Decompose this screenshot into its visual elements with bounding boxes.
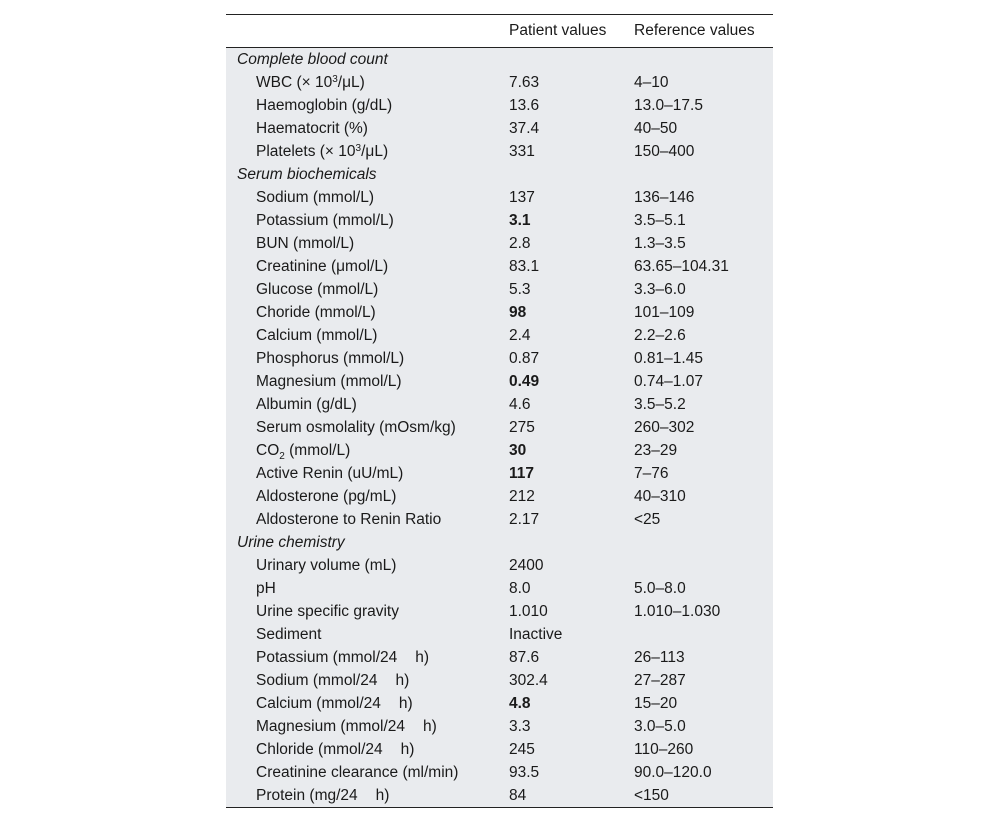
reference-value: <25 bbox=[634, 510, 661, 528]
label-text: h) bbox=[375, 786, 390, 804]
section-title: Urine chemistry bbox=[237, 533, 345, 551]
reference-value: 4–10 bbox=[634, 73, 669, 91]
label-superscript: 3 bbox=[355, 142, 362, 154]
label-text: /μL) bbox=[337, 73, 365, 91]
parameter-label: Sediment bbox=[256, 625, 322, 643]
patient-value: 8.0 bbox=[509, 579, 531, 597]
table-row bbox=[226, 715, 773, 738]
reference-value: 150–400 bbox=[634, 142, 695, 160]
parameter-label: Magnesium (mmol/L) bbox=[256, 372, 402, 390]
table-row bbox=[226, 232, 773, 255]
reference-value: 13.0–17.5 bbox=[634, 96, 703, 114]
label-text: Sodium (mmol/24 bbox=[256, 671, 378, 689]
reference-value: 26–113 bbox=[634, 648, 685, 666]
reference-value: 3.0–5.0 bbox=[634, 717, 686, 735]
patient-value: 275 bbox=[509, 418, 535, 436]
reference-value: 2.2–2.6 bbox=[634, 326, 686, 344]
reference-value: 63.65–104.31 bbox=[634, 257, 729, 275]
label-text: WBC (× 10 bbox=[256, 73, 333, 91]
patient-value: 302.4 bbox=[509, 671, 548, 689]
patient-value: 93.5 bbox=[509, 763, 540, 781]
parameter-label: Choride (mmol/L) bbox=[256, 303, 376, 321]
table-row bbox=[226, 71, 773, 94]
parameter-label: pH bbox=[256, 579, 276, 597]
patient-value: 117 bbox=[509, 464, 535, 482]
table-row bbox=[226, 554, 773, 577]
parameter-label: Phosphorus (mmol/L) bbox=[256, 349, 405, 367]
patient-value: 3.1 bbox=[509, 211, 531, 229]
reference-value: 0.81–1.45 bbox=[634, 349, 703, 367]
table-row bbox=[226, 347, 773, 370]
table-row bbox=[226, 669, 773, 692]
parameter-label: Urine specific gravity bbox=[256, 602, 399, 620]
label-text: (mmol/L) bbox=[284, 441, 351, 459]
parameter-label: Albumin (g/dL) bbox=[256, 395, 357, 413]
table-row bbox=[226, 784, 773, 807]
table-row bbox=[226, 462, 773, 485]
parameter-label bbox=[226, 143, 509, 161]
table-row bbox=[226, 577, 773, 600]
table-row bbox=[226, 370, 773, 393]
parameter-label: Creatinine (μmol/L) bbox=[256, 257, 389, 275]
label-superscript: 3 bbox=[332, 73, 338, 85]
parameter-label: Creatinine clearance (ml/min) bbox=[256, 763, 459, 781]
label-subscript: 2 bbox=[279, 450, 285, 462]
reference-value: 27–287 bbox=[634, 671, 686, 689]
table-row bbox=[226, 508, 773, 531]
parameter-label bbox=[226, 442, 509, 460]
patient-value: 212 bbox=[509, 487, 535, 505]
reference-value: 90.0–120.0 bbox=[634, 763, 712, 781]
header-reference-values: Reference values bbox=[634, 22, 755, 39]
parameter-label bbox=[226, 718, 509, 736]
section-header-row bbox=[226, 48, 773, 71]
label-text: h) bbox=[398, 694, 413, 712]
table-row bbox=[226, 738, 773, 761]
table-row bbox=[226, 485, 773, 508]
table-row bbox=[226, 301, 773, 324]
label-text: Chloride (mmol/24 bbox=[256, 740, 383, 758]
reference-value: 7–76 bbox=[634, 464, 669, 482]
parameter-label bbox=[226, 741, 509, 759]
reference-value: 3.5–5.2 bbox=[634, 395, 686, 413]
parameter-label: Active Renin (uU/mL) bbox=[256, 464, 404, 482]
reference-value: 1.3–3.5 bbox=[634, 234, 686, 252]
parameter-label: Serum osmolality (mOsm/kg) bbox=[256, 418, 456, 436]
patient-value: 83.1 bbox=[509, 257, 540, 275]
patient-value: 1.010 bbox=[509, 602, 548, 620]
patient-value: 0.49 bbox=[509, 372, 540, 390]
table-row bbox=[226, 186, 773, 209]
table-row bbox=[226, 255, 773, 278]
parameter-label: Sodium (mmol/L) bbox=[256, 188, 374, 206]
table-row bbox=[226, 761, 773, 784]
patient-value: 7.63 bbox=[509, 73, 540, 91]
table-row bbox=[226, 416, 773, 439]
table-row bbox=[226, 324, 773, 347]
patient-value: 5.3 bbox=[509, 280, 531, 298]
patient-value: 13.6 bbox=[509, 96, 540, 114]
parameter-label: Potassium (mmol/L) bbox=[256, 211, 394, 229]
patient-value: 98 bbox=[509, 303, 527, 321]
label-text: h) bbox=[400, 740, 415, 758]
parameter-label bbox=[226, 672, 509, 690]
patient-value: 2.4 bbox=[509, 326, 531, 344]
label-text: Calcium (mmol/24 bbox=[256, 694, 381, 712]
table-body bbox=[226, 48, 773, 807]
reference-value: 1.010–1.030 bbox=[634, 602, 721, 620]
patient-value: 2400 bbox=[509, 556, 544, 574]
label-text: Potassium (mmol/24 bbox=[256, 648, 398, 666]
reference-value: 3.3–6.0 bbox=[634, 280, 686, 298]
table-row bbox=[226, 646, 773, 669]
table-row bbox=[226, 623, 773, 646]
patient-value: 30 bbox=[509, 441, 527, 459]
label-text: h) bbox=[423, 717, 437, 735]
label-text: /μL) bbox=[361, 142, 389, 160]
label-text: h) bbox=[395, 671, 410, 689]
parameter-label: Calcium (mmol/L) bbox=[256, 326, 378, 344]
reference-value: 5.0–8.0 bbox=[634, 579, 686, 597]
table-row bbox=[226, 209, 773, 232]
label-text: h) bbox=[415, 648, 430, 666]
parameter-label bbox=[226, 649, 509, 667]
label-text: Platelets (× 10 bbox=[256, 142, 356, 160]
patient-value: 3.3 bbox=[509, 717, 531, 735]
patient-value: 137 bbox=[509, 188, 535, 206]
parameter-label: Aldosterone (pg/mL) bbox=[256, 487, 397, 505]
patient-value: 87.6 bbox=[509, 648, 540, 666]
reference-value: 136–146 bbox=[634, 188, 695, 206]
patient-value: Inactive bbox=[509, 625, 563, 643]
patient-value: 331 bbox=[509, 142, 535, 160]
table-row bbox=[226, 278, 773, 301]
reference-value: 40–50 bbox=[634, 119, 678, 137]
label-text: CO bbox=[256, 441, 280, 459]
patient-value: 4.6 bbox=[509, 395, 531, 413]
table-row bbox=[226, 94, 773, 117]
reference-value: <150 bbox=[634, 786, 669, 804]
reference-value: 110–260 bbox=[634, 740, 694, 758]
patient-value: 0.87 bbox=[509, 349, 540, 367]
parameter-label: Urinary volume (mL) bbox=[256, 556, 397, 574]
patient-value: 84 bbox=[509, 786, 527, 804]
parameter-label bbox=[226, 74, 509, 92]
table-row bbox=[226, 117, 773, 140]
parameter-label: Haematocrit (%) bbox=[256, 119, 368, 137]
reference-value: 0.74–1.07 bbox=[634, 372, 703, 390]
reference-value: 15–20 bbox=[634, 694, 678, 712]
section-header-row bbox=[226, 163, 773, 186]
patient-value: 245 bbox=[509, 740, 535, 758]
reference-value: 23–29 bbox=[634, 441, 678, 459]
patient-value: 37.4 bbox=[509, 119, 540, 137]
patient-value: 2.8 bbox=[509, 234, 531, 252]
label-text: Magnesium (mmol/24 bbox=[256, 717, 406, 735]
patient-value: 4.8 bbox=[509, 694, 531, 712]
table-row bbox=[226, 393, 773, 416]
section-header-row bbox=[226, 531, 773, 554]
reference-value: 40–310 bbox=[634, 487, 686, 505]
table-row bbox=[226, 439, 773, 462]
reference-value: 260–302 bbox=[634, 418, 695, 436]
parameter-label: Haemoglobin (g/dL) bbox=[256, 96, 393, 114]
parameter-label bbox=[226, 787, 509, 805]
header-patient-values: Patient values bbox=[509, 22, 607, 39]
table-row bbox=[226, 140, 773, 163]
reference-value: 101–109 bbox=[634, 303, 695, 321]
parameter-label: BUN (mmol/L) bbox=[256, 234, 355, 252]
label-text: Protein (mg/24 bbox=[256, 786, 358, 804]
table-row bbox=[226, 600, 773, 623]
lab-results-table bbox=[226, 14, 773, 808]
table-header bbox=[226, 15, 773, 48]
section-title: Serum biochemicals bbox=[237, 165, 377, 183]
reference-value: 3.5–5.1 bbox=[634, 211, 686, 229]
parameter-label bbox=[226, 695, 509, 713]
table-row bbox=[226, 692, 773, 715]
parameter-label: Glucose (mmol/L) bbox=[256, 280, 379, 298]
patient-value: 2.17 bbox=[509, 510, 540, 528]
parameter-label: Aldosterone to Renin Ratio bbox=[256, 510, 442, 528]
section-title: Complete blood count bbox=[237, 50, 388, 68]
